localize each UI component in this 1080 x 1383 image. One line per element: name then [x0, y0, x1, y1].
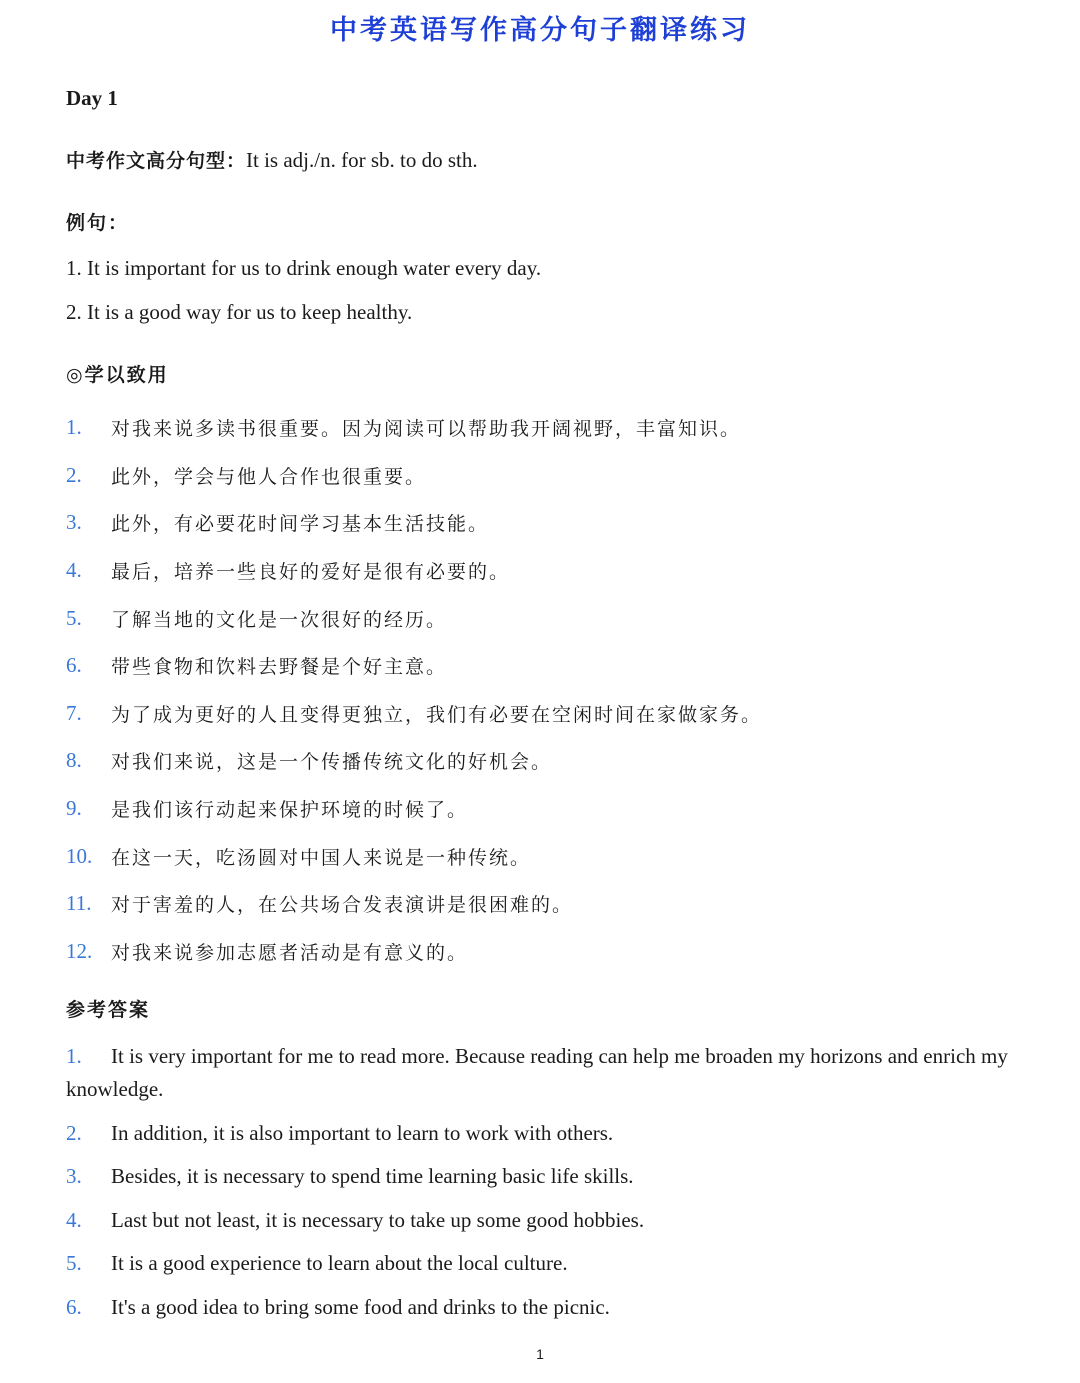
practice-sentence: 是我们该行动起来保护环境的时候了。: [111, 799, 469, 822]
item-number: 6.: [66, 653, 82, 678]
answer-item: [66, 1204, 1016, 1237]
practice-item: [66, 594, 762, 642]
practice-item: [66, 499, 762, 547]
item-number: 4.: [66, 1207, 82, 1232]
item-number: 1.: [66, 1044, 82, 1068]
item-number: 3.: [66, 1164, 82, 1188]
practice-sentence: 对我来说多读书很重要。因为阅读可以帮助我开阔视野，丰富知识。: [111, 418, 742, 441]
item-number: 5.: [66, 1251, 82, 1275]
example-sentence: 2. It is a good way for us to keep healthy.: [66, 300, 413, 324]
answer-item: [66, 1040, 1016, 1106]
sentence-pattern-text: It is adj./n. for sb. to do sth.: [246, 148, 478, 172]
practice-sentence: 在这一天，吃汤圆对中国人来说是一种传统。: [111, 846, 532, 869]
item-number: 2.: [66, 462, 82, 487]
item-number: 8.: [66, 748, 82, 773]
answer-item: [66, 1291, 1016, 1324]
answer-item: [66, 1117, 1016, 1150]
sentence-pattern: [66, 146, 478, 173]
answer-item: [66, 1160, 1016, 1193]
answer-sentence: It is very important for me to read more. Because reading can help me broaden my horizons and enrich my knowledge.: [66, 1044, 1008, 1101]
answer-list: [66, 1040, 1016, 1334]
answer-sentence: Last but not least, it is necessary to take up some good hobbies.: [111, 1207, 645, 1232]
practice-item: [66, 642, 762, 690]
item-number: 6.: [66, 1294, 82, 1319]
item-number: 2.: [66, 1120, 82, 1145]
practice-sentence: 对于害羞的人，在公共场合发表演讲是很困难的。: [111, 894, 574, 917]
practice-item: [66, 690, 762, 738]
item-number: 5.: [66, 605, 82, 630]
item-number: 11.: [66, 891, 92, 916]
practice-sentence: 了解当地的文化是一次很好的经历。: [111, 608, 448, 631]
practice-item: [66, 880, 762, 928]
item-number: 10.: [66, 843, 93, 868]
answer-sentence: It's a good idea to bring some food and drinks to the picnic.: [111, 1294, 610, 1319]
answer-item: [66, 1247, 1016, 1280]
practice-sentence: 带些食物和饮料去野餐是个好主意。: [111, 656, 448, 679]
practice-item: [66, 785, 762, 833]
practice-item: [66, 737, 762, 785]
day-heading: Day 1: [66, 86, 118, 110]
page-number: 1: [536, 1346, 544, 1362]
practice-item: [66, 452, 762, 500]
answers-heading: 参考答案: [66, 999, 151, 1021]
item-number: 9.: [66, 796, 82, 821]
answer-sentence: It is a good experience to learn about the local culture.: [111, 1251, 568, 1275]
practice-sentence: 此外，有必要花时间学习基本生活技能。: [111, 513, 490, 536]
item-number: 3.: [66, 510, 82, 535]
item-number: 12.: [66, 938, 93, 963]
document-title: 中考英语写作高分句子翻译练习: [330, 15, 750, 46]
practice-list: [66, 404, 762, 975]
item-number: 4.: [66, 558, 82, 583]
answer-sentence: In addition, it is also important to learn to work with others.: [111, 1120, 614, 1145]
practice-item: [66, 832, 762, 880]
practice-sentence: 对我们来说，这是一个传播传统文化的好机会。: [111, 751, 553, 774]
practice-heading: ◎学以致用: [66, 364, 169, 386]
answer-sentence: Besides, it is necessary to spend time learning basic life skills.: [111, 1164, 634, 1188]
practice-item: [66, 404, 762, 452]
practice-sentence: 此外，学会与他人合作也很重要。: [111, 465, 427, 488]
practice-sentence: 为了成为更好的人且变得更独立，我们有必要在空闲时间在家做家务。: [111, 703, 763, 726]
practice-item: [66, 547, 762, 595]
sentence-pattern-label: 中考作文高分句型：: [66, 150, 247, 172]
examples-heading: 例句：: [66, 212, 130, 234]
practice-item: [66, 928, 762, 976]
practice-sentence: 最后，培养一些良好的爱好是很有必要的。: [111, 561, 511, 584]
example-sentence: 1. It is important for us to drink enough water every day.: [66, 256, 542, 280]
practice-sentence: 对我来说参加志愿者活动是有意义的。: [111, 941, 469, 964]
item-number: 1.: [66, 415, 82, 440]
item-number: 7.: [66, 700, 82, 725]
